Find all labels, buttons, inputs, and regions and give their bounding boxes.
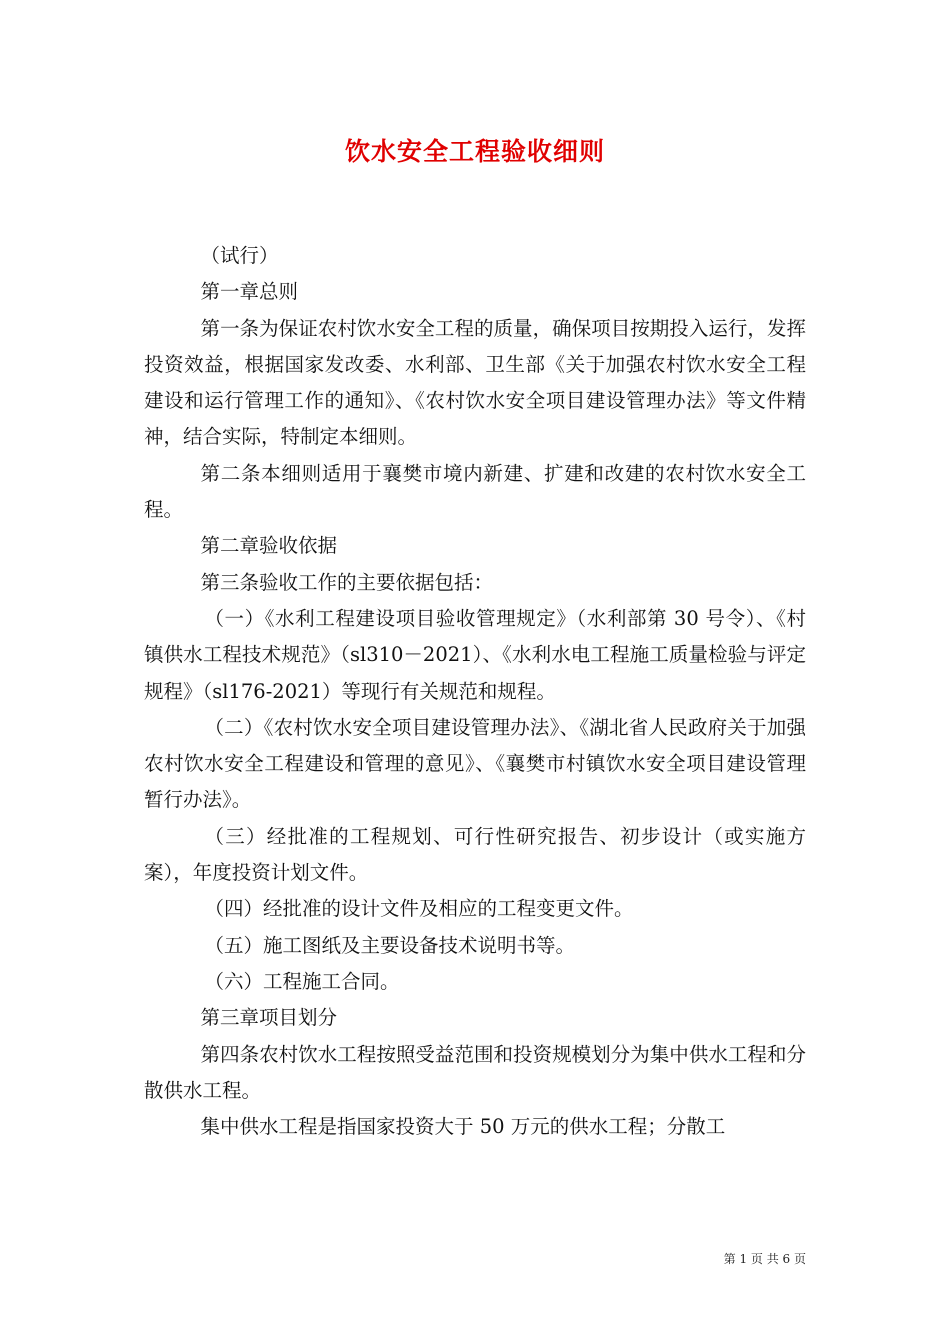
article-1: 第一条为保证农村饮水安全工程的质量，确保项目按期投入运行，发挥投资效益，根据国家发改委、水利部、卫生部《关于加强农村饮水安全工程建设和运行管理工作的通知》、《农村饮水安全项目建设管理办法》等文件精神，结合实际，特制定本细则。 <box>144 316 806 449</box>
article-4: 第四条农村饮水工程按照受益范围和投资规模划分为集中供水工程和分散供水工程。 <box>144 1042 806 1102</box>
chapter-1-heading: 第一章总则 <box>200 280 299 304</box>
article-3: 第三条验收工作的主要依据包括： <box>200 570 494 594</box>
paragraph-trial: （试行） <box>200 244 279 267</box>
basis-item-2: （二）《农村饮水安全项目建设管理办法》、《湖北省人民政府关于加强农村饮水安全工程建设和管理的意见》、《襄樊市村镇饮水安全项目建设管理暂行办法》。 <box>144 715 806 812</box>
document-title: 饮水安全工程验收细则 <box>344 137 605 166</box>
chapter-2-heading: 第二章验收依据 <box>200 534 338 558</box>
document-body <box>144 238 806 1145</box>
basis-item-4: （四）经批准的设计文件及相应的工程变更文件。 <box>204 897 634 921</box>
basis-item-5: （五）施工图纸及主要设备技术说明书等。 <box>204 933 575 957</box>
basis-item-6: （六）工程施工合同。 <box>204 969 400 993</box>
centralized-supply-definition: 集中供水工程是指国家投资大于 50 万元的供水工程；分散工 <box>200 1115 726 1139</box>
page-number-footer: 第 1 页 共 6 页 <box>723 1252 806 1266</box>
basis-item-1: （一）《水利工程建设项目验收管理规定》（水利部第 30 号令）、《村镇供水工程技术规范》（sl310－2021）、《水利水电工程施工质量检验与评定规程》（sl176-2021）等现行有关规范和规程。 <box>144 606 806 703</box>
chapter-3-heading: 第三章项目划分 <box>200 1006 338 1030</box>
article-2: 第二条本细则适用于襄樊市境内新建、扩建和改建的农村饮水安全工程。 <box>144 461 806 522</box>
basis-item-3: （三）经批准的工程规划、可行性研究报告、初步设计（或实施方案），年度投资计划文件。 <box>144 824 806 885</box>
